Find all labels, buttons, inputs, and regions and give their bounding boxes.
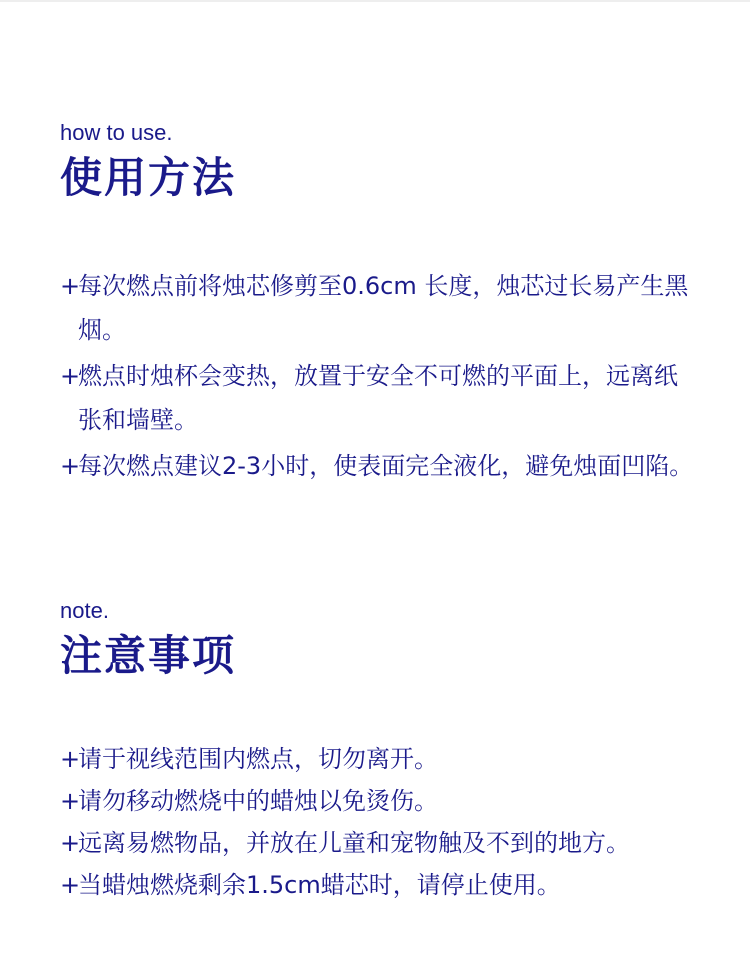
usage-item (60, 354, 700, 442)
plus-icon: + (60, 829, 81, 857)
notes-chinese-heading: 注意事项 (60, 631, 237, 680)
usage-item-text: 每次燃点前将烛芯修剪至0.6cm 长度，烛芯过长易产生黑烟。 (78, 272, 689, 344)
note-item (60, 864, 700, 906)
usage-section (60, 118, 700, 490)
note-item (60, 822, 700, 864)
note-item-text: 远离易燃物品，并放在儿童和宠物触及不到的地方。 (78, 829, 630, 857)
note-item-text: 请勿移动燃烧中的蜡烛以免烫伤。 (78, 787, 438, 815)
plus-icon: + (60, 452, 81, 480)
plus-icon: + (60, 362, 81, 390)
notes-section (60, 596, 700, 906)
note-item (60, 780, 700, 822)
plus-icon: + (60, 787, 81, 815)
plus-icon: + (60, 745, 81, 773)
plus-icon: + (60, 871, 81, 899)
note-item-text: 请于视线范围内燃点，切勿离开。 (78, 745, 438, 773)
note-item (60, 738, 700, 780)
usage-chinese-heading: 使用方法 (60, 153, 237, 202)
usage-item (60, 444, 700, 488)
usage-item (60, 264, 700, 352)
notes-list (60, 738, 700, 906)
usage-item-text: 燃点时烛杯会变热，放置于安全不可燃的平面上，远离纸张和墙壁。 (78, 362, 678, 434)
notes-english-heading: note. (60, 598, 109, 623)
plus-icon: + (60, 272, 81, 300)
usage-english-heading: how to use. (60, 120, 173, 145)
note-item-text: 当蜡烛燃烧剩余1.5cm蜡芯时，请停止使用。 (78, 871, 561, 899)
usage-list (60, 264, 700, 488)
usage-item-text: 每次燃点建议2-3小时，使表面完全液化，避免烛面凹陷。 (78, 452, 694, 480)
top-divider (0, 0, 750, 2)
